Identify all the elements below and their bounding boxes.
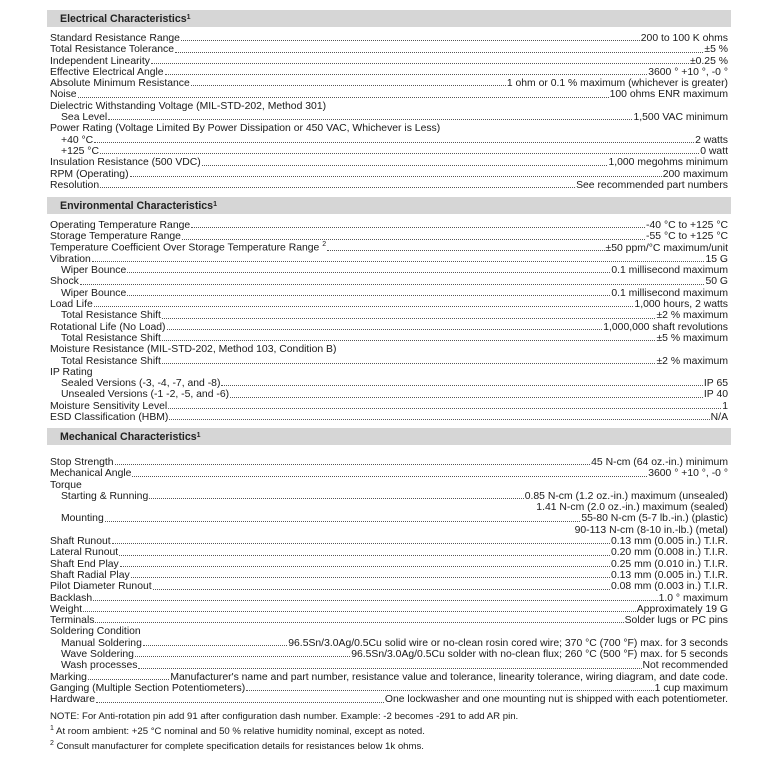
spec-label xyxy=(50,157,201,168)
spec-label xyxy=(50,180,99,191)
dot-leader xyxy=(100,152,699,154)
spec-row xyxy=(50,683,728,694)
spec-label-text: RPM (Operating) xyxy=(50,168,129,180)
spec-label-text: Sea Level xyxy=(61,112,108,124)
spec-label-text: Mechanical Angle xyxy=(50,468,132,480)
dot-leader xyxy=(191,226,645,228)
spec-value: ±2 % maximum xyxy=(656,355,728,367)
spec-row xyxy=(50,254,728,265)
spec-label xyxy=(50,593,92,604)
spec-label xyxy=(50,220,190,231)
dot-leader xyxy=(132,475,647,477)
spec-label-text: +125 °C xyxy=(61,145,99,157)
dot-leader xyxy=(168,407,721,409)
spec-label-text: Shaft End Play xyxy=(50,558,119,570)
spec-value: 45 N-cm (64 oz.-in.) minimum xyxy=(591,457,728,468)
spec-label-text: Moisture Sensitivity Level xyxy=(50,400,168,412)
dot-leader xyxy=(127,294,610,296)
dot-leader xyxy=(143,644,287,646)
dot-leader xyxy=(191,84,506,86)
dot-leader xyxy=(78,96,609,98)
dot-leader xyxy=(127,271,610,273)
spec-row xyxy=(50,333,728,344)
spec-label xyxy=(50,694,95,705)
spec-label xyxy=(50,615,94,626)
spec-label-text: Power Rating (Voltage Limited By Power Dissipation or 450 VAC, Whichever is Less) xyxy=(50,123,441,135)
dot-leader xyxy=(162,339,656,341)
spec-value: ±5 % maximum xyxy=(656,332,728,344)
spec-label xyxy=(50,44,174,55)
spec-row xyxy=(50,146,728,157)
spec-label xyxy=(50,683,245,694)
spec-label xyxy=(50,310,161,321)
spec-label-text: ESD Classification (HBM) xyxy=(50,412,169,424)
spec-label-text: Wiper Bounce xyxy=(61,265,127,277)
spec-label-text: Shaft Runout xyxy=(50,536,111,548)
spec-row xyxy=(50,468,728,479)
spec-row xyxy=(50,401,728,412)
footnote-mark: 1 xyxy=(186,14,191,21)
spec-label xyxy=(50,672,87,683)
spec-label-text: Torque xyxy=(50,479,82,491)
spec-label-text: Hardware xyxy=(50,694,96,706)
dot-leader xyxy=(175,51,703,53)
spec-value: 1,000 hours, 2 watts xyxy=(634,299,728,311)
spec-label-text: +40 °C xyxy=(61,134,94,146)
spec-row xyxy=(50,638,728,649)
footnote-mark: 2 xyxy=(322,241,327,249)
spec-label xyxy=(50,480,82,491)
dot-leader xyxy=(153,588,610,590)
spec-label-text: Shaft Radial Play xyxy=(50,569,130,581)
spec-label xyxy=(50,457,114,468)
dot-leader xyxy=(165,73,648,75)
spec-label-text: Effective Electrical Angle xyxy=(50,66,164,78)
spec-label xyxy=(50,367,93,378)
spec-value: Manufacturer's name and part number, resistance value and tolerance, linearity tolerance, wiring diagram, and date code. xyxy=(170,671,728,683)
spec-label-text: Shock xyxy=(50,276,79,288)
dot-leader xyxy=(80,283,705,285)
spec-rows xyxy=(47,445,731,706)
dot-leader xyxy=(169,418,709,420)
spec-value: 0.13 mm (0.005 in.) T.I.R. xyxy=(610,569,728,581)
spec-row xyxy=(50,356,728,367)
footnote-1 xyxy=(50,723,518,738)
spec-value: -40 °C to +125 °C xyxy=(646,220,728,231)
spec-row xyxy=(50,389,728,400)
spec-value: 100 ohms ENR maximum xyxy=(609,89,728,101)
footnote-mark: 1 xyxy=(196,432,201,439)
section-title: Mechanical Characteristics xyxy=(60,430,197,443)
spec-label-text: Marking xyxy=(50,671,87,683)
spec-rows xyxy=(47,27,731,191)
spec-label xyxy=(50,547,118,558)
dot-leader xyxy=(95,621,623,623)
spec-label-text: Vibration xyxy=(50,253,91,265)
spec-label xyxy=(50,288,126,299)
spec-row xyxy=(50,480,728,491)
spec-row xyxy=(50,570,728,581)
spec-label xyxy=(50,299,93,310)
spec-row xyxy=(50,220,728,231)
spec-row xyxy=(50,78,728,89)
spec-label-text: Terminals xyxy=(50,615,95,627)
spec-value: 50 G xyxy=(705,276,728,288)
spec-label xyxy=(50,78,190,89)
spec-row xyxy=(50,112,728,123)
spec-value: ±5 % xyxy=(704,44,728,56)
spec-row xyxy=(50,180,728,191)
dot-leader xyxy=(94,305,634,307)
spec-label xyxy=(50,389,229,400)
spec-label xyxy=(50,276,79,287)
spec-row xyxy=(50,299,728,310)
spec-row xyxy=(50,536,728,547)
spec-label xyxy=(50,638,142,649)
spec-row xyxy=(50,67,728,78)
dot-leader xyxy=(246,689,653,691)
dot-leader xyxy=(105,520,581,522)
spec-label xyxy=(50,378,220,389)
spec-label-text: Backlash xyxy=(50,592,93,604)
spec-value: ±0.25 % xyxy=(689,55,728,67)
spec-row xyxy=(50,604,728,615)
spec-label-text: IP Rating xyxy=(50,366,93,378)
spec-value: 0.20 mm (0.008 in.) T.I.R. xyxy=(610,547,728,559)
spec-label-text: Wave Soldering xyxy=(61,649,134,661)
electrical-section xyxy=(47,10,731,191)
section-title: Environmental Characteristics xyxy=(60,199,214,212)
dot-leader xyxy=(202,164,608,166)
spec-label xyxy=(50,333,161,344)
spec-value: ±2 % maximum xyxy=(656,310,728,322)
note-anti-rotation: NOTE: For Anti-rotation pin add 91 after configuration dash number. Example: -2 becomes -291 to add AR pin. xyxy=(50,711,519,722)
spec-row xyxy=(50,44,728,55)
spec-value: -55 °C to +125 °C xyxy=(646,231,728,243)
spec-value: 90-113 N-cm (8-10 in.-lb.) (metal) xyxy=(574,524,728,536)
spec-value: 0.85 N-cm (1.2 oz.-in.) maximum (unsealed) xyxy=(524,490,728,502)
dot-leader xyxy=(112,542,610,544)
spec-label xyxy=(50,89,77,100)
dot-leader xyxy=(88,678,169,680)
spec-row xyxy=(50,243,728,254)
dot-leader xyxy=(96,701,384,703)
spec-label xyxy=(50,33,180,44)
spec-label xyxy=(50,570,130,581)
spec-row xyxy=(50,135,728,146)
spec-row xyxy=(50,559,728,570)
spec-label xyxy=(50,169,129,180)
dot-leader xyxy=(149,497,524,499)
spec-row xyxy=(50,660,728,671)
spec-label-text: Manual Soldering xyxy=(61,637,142,649)
spec-label xyxy=(50,56,150,67)
spec-label xyxy=(50,513,104,524)
spec-label xyxy=(50,468,131,479)
dot-leader xyxy=(167,328,603,330)
spec-value: Solder lugs or PC pins xyxy=(624,615,728,627)
spec-row xyxy=(50,581,728,592)
spec-label-text: Total Resistance Shift xyxy=(61,310,161,322)
spec-value: ±50 ppm/°C maximum/unit xyxy=(605,242,728,254)
spec-label xyxy=(50,239,326,254)
spec-row xyxy=(50,322,728,333)
spec-label xyxy=(50,146,99,157)
spec-row xyxy=(50,367,728,378)
spec-label-text: Unsealed Versions (-1 -2, -5, and -6) xyxy=(61,389,230,401)
dot-leader xyxy=(92,260,705,262)
dot-leader xyxy=(151,62,689,64)
spec-label-text: Rotational Life (No Load) xyxy=(50,321,166,333)
dot-leader xyxy=(162,362,656,364)
spec-row xyxy=(50,491,728,502)
spec-label-text: Stop Strength xyxy=(50,457,114,468)
spec-label xyxy=(50,401,167,412)
spec-value: IP 65 xyxy=(703,378,728,390)
spec-label-text: Total Resistance Tolerance xyxy=(50,44,174,56)
spec-label-text: Lateral Runout xyxy=(50,547,119,559)
spec-value: 0 watt xyxy=(700,145,728,157)
spec-label-text: Ganging (Multiple Section Potentiometers) xyxy=(50,682,246,694)
spec-label xyxy=(50,322,166,333)
spec-value: 1,000 megohms minimum xyxy=(608,157,728,169)
spec-label xyxy=(50,112,107,123)
spec-label xyxy=(50,123,440,134)
spec-label-text: Weight xyxy=(50,603,83,615)
spec-row xyxy=(50,344,728,355)
spec-label-text: Dielectric Withstanding Voltage (MIL-STD-202, Method 301) xyxy=(50,100,327,112)
spec-row xyxy=(50,502,728,513)
spec-value: 200 to 100 K ohms xyxy=(640,33,728,44)
spec-value: 0.08 mm (0.003 in.) T.I.R. xyxy=(610,581,728,593)
spec-label-text: Storage Temperature Range xyxy=(50,231,181,243)
spec-row xyxy=(50,310,728,321)
spec-label-text: Pilot Diameter Runout xyxy=(50,581,152,593)
spec-label-text: Operating Temperature Range xyxy=(50,220,191,231)
spec-value: Not recommended xyxy=(642,660,728,672)
spec-value: See recommended part numbers xyxy=(576,179,728,191)
spec-row xyxy=(50,169,728,180)
spec-label xyxy=(50,356,161,367)
spec-label xyxy=(50,581,152,592)
spec-label xyxy=(50,135,93,146)
spec-row xyxy=(50,157,728,168)
spec-value: 200 maximum xyxy=(662,168,728,180)
dot-leader xyxy=(221,384,703,386)
footnote-mark: 1 xyxy=(213,201,217,208)
footnote-2-mark: 2 xyxy=(50,740,54,748)
spec-label xyxy=(50,412,168,423)
dot-leader xyxy=(93,599,657,601)
spec-label xyxy=(50,101,326,112)
dot-leader xyxy=(94,141,694,143)
spec-label xyxy=(50,649,134,660)
dot-leader xyxy=(115,463,591,465)
spec-label-text: Absolute Minimum Resistance xyxy=(50,78,190,90)
spec-label xyxy=(50,344,336,355)
spec-label-text: Wiper Bounce xyxy=(61,287,127,299)
spec-row xyxy=(50,513,728,524)
spec-value: 3600 ° +10 °, -0 ° xyxy=(648,66,728,78)
spec-value: IP 40 xyxy=(703,389,728,401)
spec-label xyxy=(50,254,91,265)
spec-value: 0.25 mm (0.010 in.) T.I.R. xyxy=(610,558,728,570)
spec-value: 3600 ° +10 °, -0 ° xyxy=(648,468,728,480)
spec-label-text: Total Resistance Shift xyxy=(61,332,161,344)
spec-value: 1,500 VAC minimum xyxy=(633,112,728,124)
spec-row xyxy=(50,672,728,683)
footnote-2-text: Consult manufacturer for complete specification details for resistances below 1k ohms. xyxy=(56,741,424,753)
spec-label-text: Starting & Running xyxy=(61,490,149,502)
spec-value: 0.13 mm (0.005 in.) T.I.R. xyxy=(610,536,728,548)
spec-value: 2 watts xyxy=(695,134,728,146)
spec-row xyxy=(50,265,728,276)
spec-label xyxy=(50,559,119,570)
dot-leader xyxy=(120,565,610,567)
spec-value: 0.1 millisecond maximum xyxy=(611,287,728,299)
dot-leader xyxy=(327,249,604,251)
spec-value: 1 cup maximum xyxy=(654,682,728,694)
spec-row xyxy=(50,412,728,423)
spec-row xyxy=(50,457,728,468)
section-header xyxy=(47,197,731,214)
footnote-2 xyxy=(50,738,518,753)
spec-row xyxy=(50,101,728,112)
spec-label-text: Mounting xyxy=(61,513,104,525)
spec-label-text: Independent Linearity xyxy=(50,55,150,67)
spec-label xyxy=(50,626,141,637)
spec-value: 1 xyxy=(722,400,728,412)
spec-value: 1.0 ° maximum xyxy=(658,592,728,604)
environmental-section xyxy=(47,197,731,423)
spec-row xyxy=(50,649,728,660)
footnote-1-text: At room ambient: +25 °C nominal and 50 % relative humidity nominal, except as noted. xyxy=(56,726,425,738)
spec-label xyxy=(50,604,82,615)
spec-row xyxy=(50,615,728,626)
spec-row xyxy=(50,56,728,67)
spec-value: 1,000,000 shaft revolutions xyxy=(603,321,728,333)
spec-label-text: Moisture Resistance (MIL-STD-202, Method 103, Condition B) xyxy=(50,344,337,356)
spec-value: 55-80 N-cm (5-7 lb.-in.) (plastic) xyxy=(581,513,728,525)
spec-label-text: Noise xyxy=(50,89,77,101)
spec-label-text: Insulation Resistance (500 VDC) xyxy=(50,157,201,169)
spec-rows xyxy=(47,214,731,423)
spec-row xyxy=(50,378,728,389)
spec-value: 0.1 millisecond maximum xyxy=(611,265,728,277)
spec-value: 1.41 N-cm (2.0 oz.-in.) maximum (sealed) xyxy=(536,502,728,514)
footnote-1-mark: 1 xyxy=(50,725,54,732)
section-title: Electrical Characteristics xyxy=(60,12,187,25)
dot-leader xyxy=(119,554,610,556)
dot-leader xyxy=(108,118,632,120)
spec-label xyxy=(50,67,164,78)
spec-value: Approximately 19 G xyxy=(636,603,728,615)
dot-leader xyxy=(181,39,640,41)
spec-label-text: Total Resistance Shift xyxy=(61,355,161,367)
spec-label-text: Temperature Coefficient Over Storage Temperature Range xyxy=(50,242,320,254)
dot-leader xyxy=(138,667,641,669)
spec-label-text: Sealed Versions (-3, -4, -7, and -8) xyxy=(61,378,221,390)
spec-row xyxy=(50,288,728,299)
spec-row xyxy=(50,89,728,100)
spec-value: 1 ohm or 0.1 % maximum (whichever is greater) xyxy=(506,78,728,90)
spec-row xyxy=(50,694,728,705)
dot-leader xyxy=(83,610,636,612)
spec-label-text: Wash processes xyxy=(61,660,138,672)
mechanical-section xyxy=(47,428,731,706)
spec-row xyxy=(50,123,728,134)
spec-label xyxy=(50,491,148,502)
section-header xyxy=(47,10,731,27)
spec-label xyxy=(50,536,111,547)
spec-value: One lockwasher and one mounting nut is shipped with each potentiometer. xyxy=(384,694,728,706)
dot-leader xyxy=(230,396,703,398)
spec-label-text: Soldering Condition xyxy=(50,626,141,638)
dot-leader xyxy=(131,576,610,578)
spec-label xyxy=(50,660,137,671)
spec-row xyxy=(50,276,728,287)
spec-value: 96.5Sn/3.0Ag/0.5Cu solder with no-clean flux; 260 °C (500 °F) max. for 5 seconds xyxy=(351,649,728,661)
spec-label-text: Standard Resistance Range xyxy=(50,33,180,44)
spec-value: 96.5Sn/3.0Ag/0.5Cu solid wire or no-clean rosin cored wire; 370 °C (700 °F) max. for 3 seconds xyxy=(288,637,728,649)
spec-label xyxy=(50,265,126,276)
dot-leader xyxy=(135,655,350,657)
section-header xyxy=(47,428,731,445)
spec-row xyxy=(50,525,728,536)
spec-label-text: Resolution xyxy=(50,179,100,191)
dot-leader xyxy=(130,175,662,177)
spec-row xyxy=(50,33,728,44)
spec-row xyxy=(50,593,728,604)
spec-value: N/A xyxy=(710,412,728,424)
footnotes xyxy=(50,711,518,753)
spec-label-text: Load Life xyxy=(50,299,93,311)
spec-value: 15 G xyxy=(705,253,728,265)
dot-leader xyxy=(100,186,575,188)
spec-row xyxy=(50,547,728,558)
spec-row xyxy=(50,626,728,637)
dot-leader xyxy=(162,317,656,319)
